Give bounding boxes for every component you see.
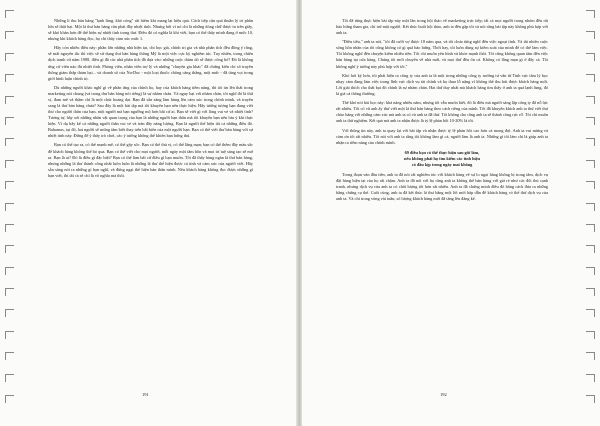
heading-line: nếu không phải họ tìm kiếm các tình hiệu <box>404 155 480 161</box>
paragraph: Trong đoạn văn đầu tiên, anh ta đã nói rất nghiêm túc với khách hàng về sự lo ngại hàng không bị trong tâm, dịch vụ đặt hàng hiện tại của họ rất chậm. Anh ta đã nói với họ rằng anh ta không thể bán hàng với giá rẻ như các đối thủ cạnh tranh, nhưng dịch vụ của anh ta có chất lượng tốt hơn rất nhiều. Anh ta đã chứng minh điều đó bằng cách đưa ra những bằng chứng cụ thể. Cuối cùng, anh ta đã kết thúc lá thư bằng một lời mời hấp dẫn để khách hàng có thể thử dịch vụ của anh ta. Và chỉ trong vòng vài tuần, số lượng khách hàng mới đã tăng lên đáng kể. <box>336 172 548 202</box>
paragraph: Thế khó nói bài học này: khả năng nhiều năm, nhưng tôi vẫn muốn biết, đó là điều mà người sáng lập công ty đã nỗ lực rất nhiều. Tôi cổ vũ anh ấy thử viết một lá thư bán hàng theo cách riêng của mình. Tôi đã khuyến khích anh ta thử viết thư chào hàng với những cảm xúc mà anh ta có và anh ta đã thử. Tôi không cho rằng anh ta sẽ thành công rực rỡ. Tôi chỉ muốn anh ta thử nghiệm. Kết quả mà anh ta nhận được là tỷ lệ phản hồi 10-20% là tốt. <box>336 100 548 124</box>
page-number: 192 <box>440 392 447 397</box>
right-page <box>302 0 600 426</box>
paragraph: "Điều tiếu," anh ta nói, "tôi đã cưới vợ được 18 năm qua, và tôi chưa từng nghĩ đến việc ngoại tình. Và tất nhiên cuộc sống hôn nhân của tôi cũng không có gì quá hào hứng. Thời hay, tôi luôn dùng sự kiểm soát của mình để có thể làm việc. Tôi không nghĩ đến chuyện kiếm nhiều tiền. Tôi chỉ muốn yên bình và khỏe mạnh thôi. Tôi cũng không quan tâm đến việc bán hàng tại cửa hàng. Chúng tôi mới chuyển về nhà mới, và mọi thứ đều ổn cả. Không có lãng mạn gì ở đây cả. Tôi không nghĩ ý tưởng này phù hợp với tôi." <box>336 39 548 69</box>
page-number: 191 <box>142 392 149 397</box>
binding-marks-right <box>584 10 596 415</box>
paragraph: Tôi đã từng thực hiện bài tập này một lần trong hội thảo về marketing trực tiếp; tất cả mọi người trong nhóm đều rất hào hứng tham gia, chỉ trừ một người. Kết thúc buổi hội thảo, anh ta đến gặp tôi và nói rằng bài tập này không phù hợp với anh ta. <box>336 18 548 36</box>
paragraph: Những lí thu bán hàng "lạnh lùng, khó cóng" rất hiếm khi mang lại hiệu quả. Cách tiếp cận quá thuần lý trí phần lớn sẽ thất bại. Một lá thư bán hàng cần phải đầy nhiệt tình. Nhưng bởi vì nó chỉ là những dòng chữ được in trên giấy, sẽ khó khăn hơn để thể hiện sự nhiệt tình trong thư. Điều đó có nghĩa là khi viết, bạn có thể thấy mình đang ở mức 10, nhưng khi khách hàng đọc, họ chỉ thấy cảm xúc mức 1. <box>48 18 253 42</box>
heading-line: 69 điều bạn có thể thực hiện sau giờ làm, <box>404 149 480 155</box>
left-page <box>0 0 298 426</box>
paragraph: Với thông tin này, anh ta quay lại với bài tập và nhận được tỷ lệ phản hồi cao hơn cả mong đợi. Anh ta vui mừng và cảm ơn tôi rất nhiều. Tôi nói với anh ta rằng tôi không làm gì cả, người làm là anh ta. Những gì tôi làm chỉ là giúp anh ta nhận ra tiềm năng của chính mình. <box>336 127 548 145</box>
binding-marks-left <box>5 10 17 415</box>
left-text-column <box>48 18 253 182</box>
paragraph: Dù những người khác nghĩ gì về phân ứng của chính họ, hay của khách hàng tiềm năng, thì tôi tin lên thất trong marketing nói chung (và trong thư bán hàng nói riêng) là sự nhàm chán. Và nguy hại với nhàm chán, tôi nghĩ đó là thứ vị, đam mê và thậm chí là một chút hoang dại. Bạn đã sẵn sàng làm bùng lên cảm xúc trong chính mình, và truyền sang lá thư bán hàng chưa? Sau đây là một bài tập mà tôi khuyên bạn nên thực hiện. Hãy tưởng tượng bạn đang viết thư cho người thân của bạn, một người mà bạn ngưỡng mộ hơn bất cứ ai. Bạn sẽ viết gì với lòng vui vẻ và nhiệt tình? Tương tự, hãy xét những nhân vật quan trọng của bạn là những người bạn thân mà tôi khuyên bạn nên lưu ý khi thực hiện. Ví dụ hãy kể cả những người thân vui vẻ và tràn đầy năng lượng. Bạn là người thể hiện tất cả những điều đó. Bahamas, tại đó, hai người sẽ mừng tâm biết thay trên bãi biển của một người bạn. Bạn có thể viết thư bán hàng với sự nhiệt tình này. Đừng để ý thấy trò chơi, các ý tưởng không thể khiến bạn hứng thú. <box>48 84 253 139</box>
section-heading <box>336 150 548 169</box>
heading-line: có đầu kịp trong ngày mai không <box>411 162 473 168</box>
paragraph: Hãy còn nhiều điều này: phần lớn những nhà hiện tại, chỉ học giả, chính trị gia và nhà phân tích đều đồng ý rằng, sẽ mất nguyên tắc thì việc sẽ sử dụng thư bán hàng thông Mỹ là một việc cực kỳ nghiêm túc. Tuy nhiên, trong chiến dịch tranh cử năm 1988, điều gì đã các nhà phân tích đã dựa vào: những cuộc thăm dò sẽ được công bố? Đó là không ứng cử viên nào đủ nhiệt tình. Phóng viên, nhân viên trợ lý và những "chuyên gia khác" đã chứng kiến chỉ số truyền thông giảm thấp thảm hại... và doanh số của Nu-Duc - một loại thuốc chống căng thẳng, một mức - đã tăng vọt trong giới bình luận chính trị. <box>48 45 253 81</box>
paragraph: Bạn có thể tạo ra, có thể mạnh mẽ, có thể gây sốc. Bạn có thể thú vị, có thể lãng mạn; bạn có thể thêm đầy màu sắc để khách hàng không thể bỏ qua. Bạn có thể viết cho mọi người, mỗi ngày một tâm hồn và mọi trí tuệ sáng tạo sẽ mở ra. Bạn là ai? Đó là điều gì đặc biệt? Bạn có thể làm bất cứ điều gì bạn muốn. Tôi đã thấy hàng ngàn lá thư bán hàng, nhưng những lá thư thành công nhất luôn luôn là những lá thư thể hiện được cá tính và cảm xúc của người viết. Hãy sẵn sàng nói ra những gì bạn nghĩ, và đừng ngại thể hiện bản thân mình. Nếu khách hàng không đọc được những gì bạn viết, thì tất cả sẽ chỉ là vô nghĩa mà thôi. <box>48 142 253 178</box>
paragraph: Khó hơi kỳ hơn, tôi phát hiện ra công ty của anh ta là một trong những công ty trường tư vấn từ Tinh vực tâm lý học nhạy cảm đang làm việc trong lĩnh vực dịch vụ tài chính và họ thua lỗ nặng vì không thể thu hút được khách hàng mới. Lời giải thích cho thất bại đó chính là sự nhàm chán. Hai thứ duy nhất mà khách hàng tìm thấy ở anh ta quá lạnh lùng, đó là giá cả thông thường. <box>336 72 548 96</box>
right-text-column <box>336 18 548 206</box>
